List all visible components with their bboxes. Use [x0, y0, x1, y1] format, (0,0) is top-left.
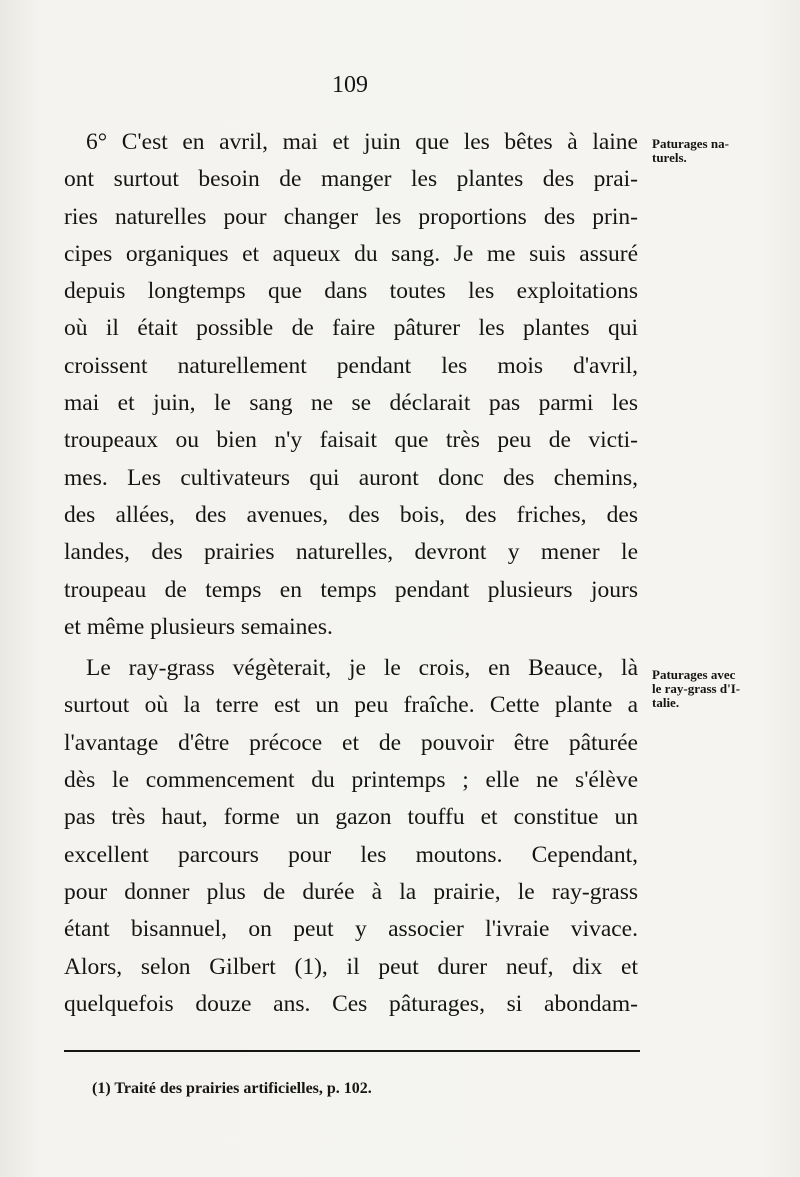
text-line: ries naturelles pour changer les proportions des prin- — [64, 203, 638, 230]
margin-note-line: turels. — [652, 150, 687, 165]
text-line: croissent naturellement pendant les mois d'avril, — [64, 352, 638, 379]
text-line: étant bisannuel, on peut y associer l'ivraie vivace. — [64, 916, 638, 943]
margin-note-ray-grass-pastures — [652, 668, 782, 710]
text-line: quelquefois douze ans. Ces pâturages, si abondam- — [64, 990, 638, 1017]
text-line: depuis longtemps que dans toutes les exploitations — [64, 278, 638, 305]
text-line: dès le commencement du printemps ; elle ne s'élève — [64, 767, 638, 794]
text-line: l'avantage d'être précoce et de pouvoir être pâturée — [64, 729, 638, 756]
text-line: mes. Les cultivateurs qui auront donc des chemins, — [64, 464, 638, 491]
text-line: troupeaux ou bien n'y faisait que très peu de victi- — [64, 427, 638, 454]
text-line: des allées, des avenues, des bois, des friches, des — [64, 501, 638, 528]
footnote-rule — [64, 1050, 640, 1052]
text-line: mai et juin, le sang ne se déclarait pas parmi les — [64, 390, 638, 417]
margin-note-line: le ray-grass d'I- — [652, 681, 741, 696]
text-line: Alors, selon Gilbert (1), il peut durer neuf, dix et — [64, 953, 638, 980]
text-line: excellent parcours pour les moutons. Cependant, — [64, 841, 638, 868]
margin-note-line: Paturages na- — [652, 136, 729, 151]
text-line: Le ray-grass végèterait, je le crois, en Beauce, là — [86, 655, 638, 682]
text-line: 6° C'est en avril, mai et juin que les bêtes à laine — [86, 129, 638, 155]
margin-note-natural-pastures — [652, 137, 782, 165]
text-line: pour donner plus de durée à la prairie, le ray-grass — [64, 878, 638, 905]
page-number: 109 — [332, 72, 368, 98]
text-line: cipes organiques et aqueux du sang. Je me suis assuré — [64, 240, 638, 267]
text-line: surtout où la terre est un peu fraîche. Cette plante a — [64, 692, 638, 719]
text-line: troupeau de temps en temps pendant plusieurs jours — [64, 576, 638, 603]
text-line: où il était possible de faire pâturer les plantes qui — [64, 315, 638, 342]
footnote: (1) Traité des prairies artificielles, p. 102. — [92, 1080, 372, 1097]
text-line: landes, des prairies naturelles, devront y mener le — [64, 539, 638, 566]
paragraph-ray-grass — [64, 650, 638, 1023]
margin-note-line: Paturages avec — [652, 667, 736, 682]
text-line: ont surtout besoin de manger les plantes des prai- — [64, 166, 638, 193]
text-line: pas très haut, forme un gazon touffu et constitue un — [64, 804, 638, 831]
paragraph-sheep-feeding — [64, 124, 638, 646]
margin-note-line: talie. — [652, 695, 680, 710]
text-line: et même plusieurs semaines. — [64, 613, 333, 640]
body-text — [64, 124, 638, 1023]
